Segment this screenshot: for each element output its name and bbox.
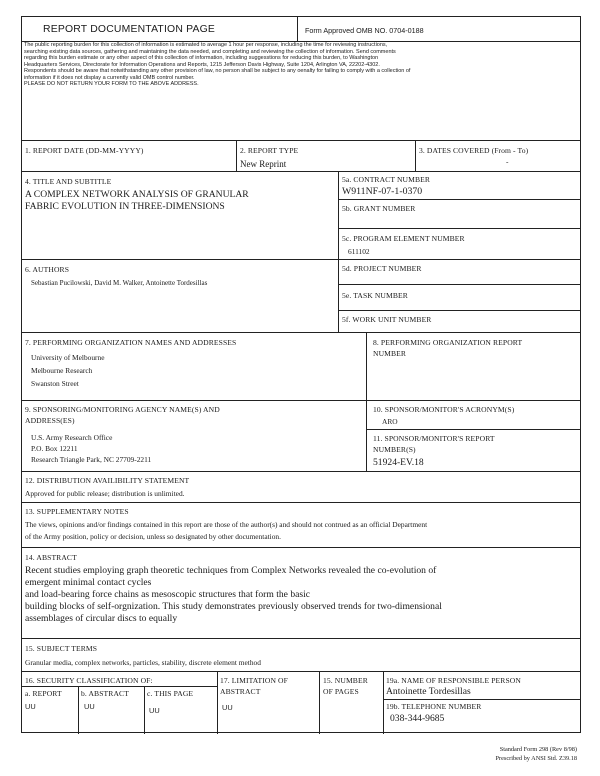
abstract-line: building blocks of self-orgnization. This study demonstrates previously observed trends for two-dimensional (25, 601, 442, 612)
report-type-label: 2. REPORT TYPE (240, 146, 299, 155)
burden-line: Respondents should be aware that notwithstanding any other provision of law, no person shall be subject to any oenalty for failing to comply with a collection of (24, 68, 411, 74)
abstract-line: assemblages of circular discs to equally (25, 613, 178, 624)
standard-form-note: Standard Form 298 (Rev 8/98) (499, 746, 577, 753)
report-date-label: 1. REPORT DATE (DD-MM-YYYY) (25, 146, 144, 155)
task-number-label: 5e. TASK NUMBER (342, 291, 408, 300)
supplementary-line: of the Army position, policy or decision, unless so designated by other documentation. (25, 532, 281, 541)
burden-line: searching existing data sources, gathering and maintaining the data needed, and completing and reviewing the collection of information. Send comments (24, 48, 396, 55)
sponsoring-agency-line: P.O. Box 12211 (31, 444, 78, 453)
form-title: REPORT DOCUMENTATION PAGE (43, 24, 216, 35)
sponsoring-agency-line: U.S. Army Research Office (31, 433, 113, 442)
distribution-label: 12. DISTRIBUTION AVAILIBILITY STATEMENT (25, 476, 190, 485)
abstract-line: Recent studies employing graph theoretic techniques from Complex Networks revealed the co-evolution of (25, 565, 437, 576)
authors-value: Sebastian Pucilowski, David M. Walker, Antoinette Tordesillas (31, 279, 208, 287)
report-title-line: A COMPLEX NETWORK ANALYSIS OF GRANULAR (25, 189, 249, 200)
supplementary-label: 13. SUPPLEMENTARY NOTES (25, 507, 129, 516)
sponsoring-agency-label: ADDRESS(ES) (25, 416, 75, 425)
project-number-label: 5d. PROJECT NUMBER (342, 264, 422, 273)
sponsor-report-value: 51924-EV.18 (373, 457, 424, 468)
responsible-person-value: Antoinette Tordesillas (386, 686, 471, 697)
sponsor-report-label: NUMBER(S) (373, 445, 416, 454)
dates-covered-value: - (506, 157, 509, 166)
performing-report-label: NUMBER (373, 349, 407, 358)
number-of-pages-label: 15. NUMBER (323, 676, 368, 685)
performing-org-line: Swanston Street (31, 379, 79, 388)
omb-approval: Form Approved OMB NO. 0704-0188 (305, 26, 424, 35)
report-type-value: New Reprint (240, 159, 287, 169)
limitation-value: UU (222, 703, 233, 712)
responsible-person-label: 19a. NAME OF RESPONSIBLE PERSON (386, 676, 521, 685)
sponsor-report-label: 11. SPONSOR/MONITOR'S REPORT (373, 434, 495, 443)
work-unit-number-label: 5f. WORK UNIT NUMBER (342, 315, 432, 324)
limitation-label: 17. LIMITATION OF (220, 676, 288, 685)
burden-line: information if it does not display a currently valid OMB control number. (24, 74, 195, 81)
limitation-label: ABSTRACT (220, 687, 261, 696)
sponsoring-agency-line: Research Triangle Park, NC 27709-2211 (31, 455, 152, 464)
security-page-label: c. THIS PAGE (147, 689, 194, 698)
abstract-line: emergent minimal contact cycles (25, 577, 152, 588)
performing-org-line: University of Melbourne (31, 353, 105, 362)
distribution-value: Approved for public release; distribution is unlimited. (25, 489, 185, 498)
sponsor-acronym-label: 10. SPONSOR/MONITOR'S ACRONYM(S) (373, 405, 515, 414)
report-title-line: FABRIC EVOLUTION IN THREE-DIMENSIONS (25, 201, 225, 212)
telephone-label: 19b. TELEPHONE NUMBER (386, 702, 482, 711)
security-classification-label: 16. SECURITY CLASSIFICATION OF: (25, 676, 153, 685)
ansi-prescribed-note: Prescribed by ANSI Std. Z39.18 (495, 755, 577, 762)
security-page-value: UU (149, 706, 160, 715)
supplementary-line: The views, opinions and/or findings contained in this report are those of the author(s) and should not contrued as an official Department (25, 520, 428, 529)
burden-line: Headquarters Services, Directorate for Information Operations and Reports, 1215 Jefferson Davis Highway, Suite 1204, Arlington VA, 22202-4302. (24, 61, 380, 68)
subject-terms-value: Granular media, complex networks, particles, stability, discrete element method (25, 658, 261, 667)
contract-number-value: W911NF-07-1-0370 (342, 186, 423, 197)
burden-line: regarding this burden estimate or any other aspect of this collection of information, including suggesstions for reducing this burden, to Washington (24, 55, 379, 61)
sponsoring-agency-label: 9. SPONSORING/MONITORING AGENCY NAME(S) AND (25, 405, 220, 414)
report-documentation-form (21, 16, 581, 733)
security-abstract-label: b. ABSTRACT (81, 689, 129, 698)
program-element-value: 611102 (348, 247, 370, 256)
telephone-value: 038-344-9685 (390, 713, 445, 724)
performing-org-label: 7. PERFORMING ORGANIZATION NAMES AND ADDRESSES (25, 338, 237, 347)
contract-number-label: 5a. CONTRACT NUMBER (342, 175, 431, 184)
subject-terms-label: 15. SUBJECT TERMS (25, 644, 98, 653)
performing-report-label: 8. PERFORMING ORGANIZATION REPORT (373, 338, 523, 347)
return-warning: PLEASE DO NOT RETURN YOUR FORM TO THE ABOVE ADDRESS. (24, 81, 199, 87)
authors-label: 6. AUTHORS (25, 265, 70, 274)
grant-number-label: 5b. GRANT NUMBER (342, 204, 416, 213)
security-report-value: UU (25, 702, 36, 711)
security-abstract-value: UU (84, 702, 95, 711)
dates-covered-label: 3. DATES COVERED (From - To) (419, 146, 529, 155)
abstract-label: 14. ABSTRACT (25, 553, 77, 562)
sponsor-acronym-value: ARO (382, 417, 398, 426)
number-of-pages-label: OF PAGES (323, 687, 359, 696)
program-element-label: 5c. PROGRAM ELEMENT NUMBER (342, 234, 465, 243)
burden-line: The public reporting burden for this collection of information is estimated to average 1 hour per response, including the time for reviewing instructions, (24, 42, 388, 48)
title-label: 4. TITLE AND SUBTITLE (25, 177, 112, 186)
performing-org-line: Melbourne Research (31, 366, 93, 375)
security-report-label: a. REPORT (25, 689, 62, 698)
abstract-line: and load-bearing force chains as mesoscopic structures that form the basic (25, 589, 311, 600)
burden-statement (24, 42, 577, 88)
